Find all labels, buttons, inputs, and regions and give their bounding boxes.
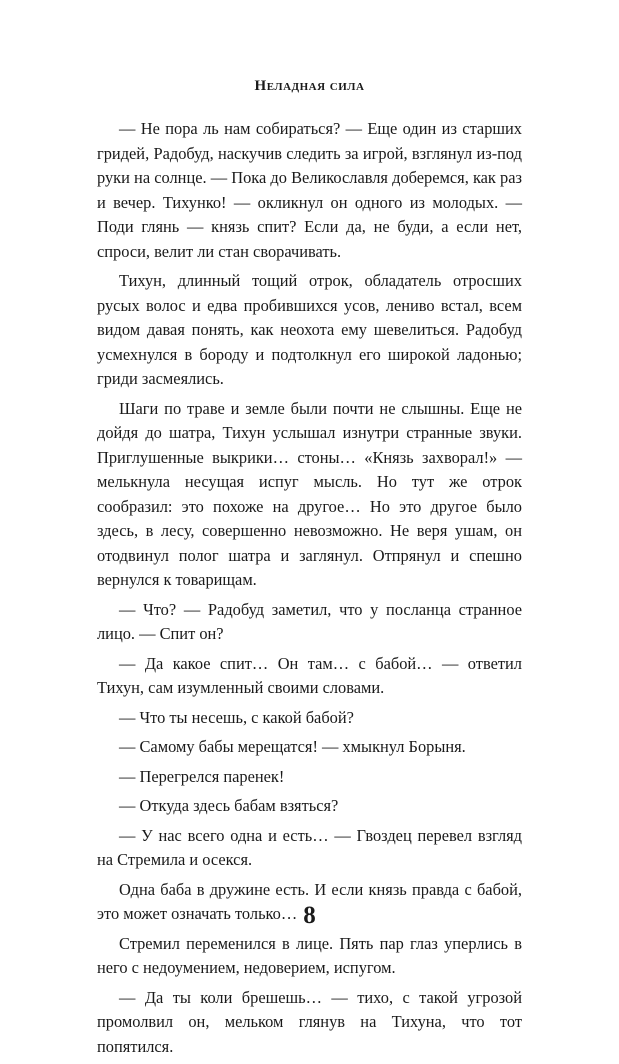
paragraph: — Откуда здесь бабам взяться? — [119, 796, 339, 815]
paragraph: — Да какое спит… Он там… с бабой… — ответил Тихун, сам изумленный своими словами. — [97, 653, 522, 697]
paragraph: — У нас всего одна и есть… — Гвоздец перевел взгляд на Стремила и осекся. — [97, 825, 522, 869]
paragraph: — Перегрелся паренек! — [119, 766, 285, 786]
paragraph: — Что? — Радобуд заметил, что у посланца странное лицо. — Спит он? — [97, 599, 522, 643]
paragraph: Стремил переменился в лице. Пять пар глаз уперлись в него с недоумением, недоверием, испугом. — [97, 933, 522, 977]
paragraph: Тихун, длинный тощий отрок, обладатель отросших русых волос и едва пробившихся усов, лениво встал, всем видом давая понять, как неохота ему шевелиться. Радобуд усмехнулся в бороду и подтолкнул его широкой ладонью; гриди засмеялись. — [97, 271, 522, 388]
paragraph: Одна баба в дружине есть. И если князь правда с бабой, это может означать только… — [97, 879, 522, 923]
paragraph: — Да ты коли брешешь… — тихо, с такой угрозой промолвил он, мельком глянув на Тихуна, что тот попятился. — [97, 987, 522, 1056]
paragraph: — Самому бабы мерещатся! — хмыкнул Борыня. — [119, 737, 466, 756]
paragraph: Шаги по траве и земле были почти не слышны. Еще не дойдя до шатра, Тихун услышал изнутри странные звуки. Приглушенные выкрики… стоны… «Князь захворал!» — мелькнула несущая испуг мысль. Но тут же отрок сообразил: это похоже на другое… Но это другое было здесь, в лесу, совершенно невозможно. Не веря ушам, он отодвинул полог шатра и заглянул. Отпрянул и спешно вернулся к товарищам. — [97, 398, 522, 589]
page-number: 8 — [303, 902, 316, 929]
paragraph: — Что ты несешь, с какой бабой? — [119, 707, 354, 727]
paragraph: — Не пора ль нам собираться? — Еще один из старших гридей, Радобуд, наскучив следить за игрой, взглянул из-под руки на солнце. — Пока до Великославля доберемся, как раз и вечер. Тихунко! — окликнул он одного из молодых. — Поди глянь — князь спит? Если да, не буди, а если нет, спроси, велит ли стан сворачивать. — [97, 119, 522, 261]
running-head: Неладная сила — [254, 78, 365, 94]
